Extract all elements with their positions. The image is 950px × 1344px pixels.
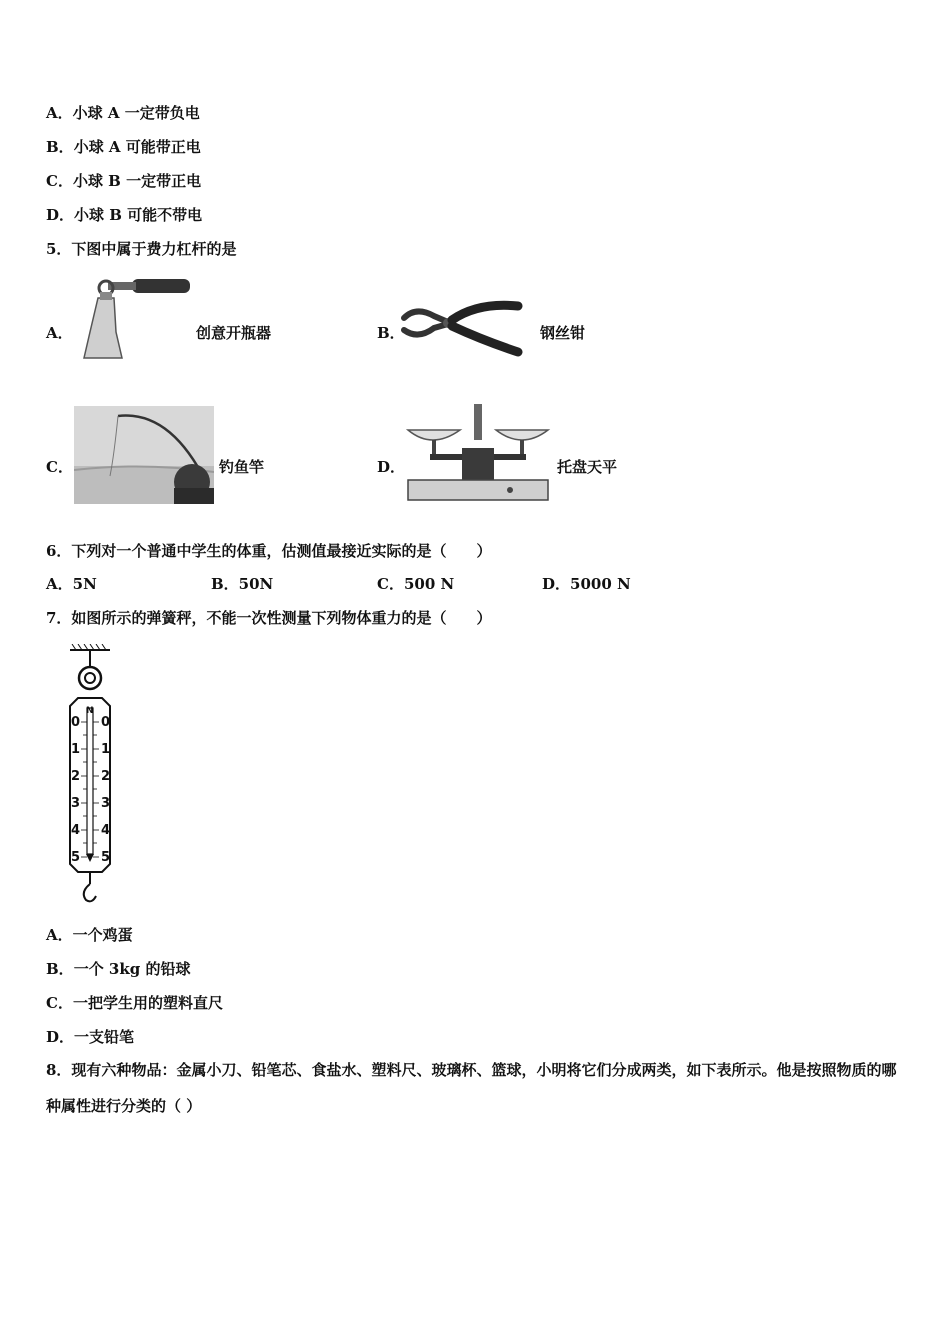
- q4-option-c[interactable]: C．小球 B 一定带正电: [46, 172, 202, 190]
- scale-tick-right-3: 3: [101, 796, 111, 811]
- q7-option-a[interactable]: A．一个鸡蛋: [46, 926, 133, 944]
- q6-option-d[interactable]: D．5000 N: [542, 575, 631, 593]
- q5-option-d-label[interactable]: D．: [377, 458, 406, 476]
- q5-option-a-caption: 创意开瓶器: [196, 324, 272, 342]
- q5-option-b-caption: 钢丝钳: [540, 324, 586, 342]
- q5-stem: 5．下图中属于费力杠杆的是: [46, 240, 237, 258]
- q7-stem: 7．如图所示的弹簧秤，不能一次性测量下列物体重力的是（ ）: [46, 609, 492, 627]
- scale-tick-left-1: 1: [71, 742, 81, 757]
- q5-option-c-caption: 钓鱼竿: [219, 458, 265, 476]
- fishing-rod-photo: [74, 406, 214, 504]
- scale-tick-left-2: 2: [71, 769, 81, 784]
- scale-tick-left-5: 5: [71, 850, 81, 865]
- scale-tick-right-1: 1: [101, 742, 111, 757]
- scale-tick-right-5: 5: [101, 850, 111, 865]
- q7-option-b[interactable]: B．一个 3kg 的铅球: [46, 960, 191, 978]
- scale-tick-right-2: 2: [101, 769, 111, 784]
- q8-stem: 8．现有六种物品：金属小刀、铅笔芯、食盐水、塑料尺、玻璃杯、篮球，小明将它们分成两类，如下表所示。他是按照物质的哪种属性进行分类的（ ）: [46, 1061, 897, 1115]
- q5-option-d-caption: 托盘天平: [557, 458, 618, 476]
- q4-option-b[interactable]: B．小球 A 可能带正电: [46, 138, 201, 156]
- q6-option-b[interactable]: B．50N: [211, 575, 274, 593]
- scale-tick-right-0: 0: [101, 715, 111, 730]
- q5-option-b-label[interactable]: B．: [377, 324, 405, 342]
- q4-option-d[interactable]: D．小球 B 可能不带电: [46, 206, 203, 224]
- bottle-opener-icon: [78, 272, 194, 364]
- q7-option-d[interactable]: D．一支铅笔: [46, 1028, 135, 1046]
- q6-option-c[interactable]: C．500 N: [377, 575, 455, 593]
- q4-option-a[interactable]: A．小球 A 一定带负电: [46, 104, 200, 122]
- balance-scale-icon: [402, 402, 554, 504]
- scale-tick-right-4: 4: [101, 823, 111, 838]
- pliers-icon: [400, 296, 524, 358]
- q5-option-a-label[interactable]: A．: [46, 324, 73, 342]
- scale-tick-left-3: 3: [71, 796, 81, 811]
- scale-tick-left-4: 4: [71, 823, 81, 838]
- q5-option-c-label[interactable]: C．: [46, 458, 73, 476]
- spring-scale-icon: [62, 644, 122, 906]
- q6-option-a[interactable]: A．5N: [46, 575, 97, 593]
- q7-option-c[interactable]: C．一把学生用的塑料直尺: [46, 994, 223, 1012]
- scale-unit-label: N: [86, 706, 94, 716]
- q6-stem: 6．下列对一个普通中学生的体重，估测值最接近实际的是（ ）: [46, 542, 492, 560]
- scale-tick-left-0: 0: [71, 715, 81, 730]
